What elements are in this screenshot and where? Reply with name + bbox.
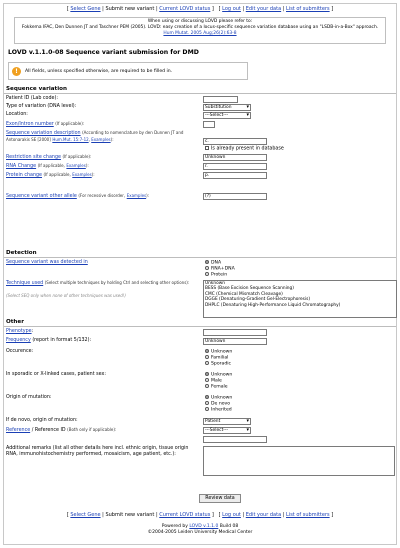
reference-small: (Both only if applicable): [67, 427, 117, 432]
nav-current-status[interactable]: Current LOVD status [159, 6, 211, 12]
sex-option-female[interactable] [205, 384, 228, 391]
desc-examples-link[interactable]: Examples [91, 137, 111, 142]
other-allele-link[interactable]: Sequence variant other allele [6, 194, 77, 199]
patient-id-label: Patient ID (Lab code): [6, 96, 58, 101]
exon-input[interactable] [203, 121, 215, 128]
already-present-checkbox[interactable] [205, 146, 209, 150]
review-data-button[interactable]: Review data [199, 494, 241, 503]
nav-select-gene[interactable]: Select Gene [70, 512, 101, 518]
rna-note: (If applicable, [37, 163, 65, 168]
option-label: De novo [211, 401, 231, 407]
sex-label: In sporadic or X-linked cases, patient sex: [6, 372, 106, 377]
location-select[interactable]: ---Select--- ▾ [203, 112, 251, 119]
occurence-label: Occurence: [6, 349, 34, 354]
detected-option-protein[interactable] [205, 272, 227, 279]
technique-option[interactable]: DHPLC (Denaturing High-Performance Liquid Chromatography) [205, 302, 341, 308]
reference-id-input[interactable] [203, 436, 267, 443]
radio-icon [205, 349, 209, 353]
denovo-label: If de novo, origin of mutation: [6, 418, 78, 423]
powered-by-text: Powered by [161, 524, 188, 529]
radio-icon [205, 361, 209, 365]
restriction-row [6, 154, 91, 161]
section-other [4, 319, 396, 489]
nav-submit-variant: Submit new variant [105, 512, 155, 518]
nav-edit-data[interactable]: Edit your data [245, 6, 282, 12]
detected-label-row [6, 260, 88, 266]
radio-icon [205, 355, 209, 359]
warning-icon: ! [12, 67, 21, 76]
desc-link[interactable]: Sequence variation description [6, 131, 81, 136]
nav-log-out[interactable]: Log out [222, 6, 241, 12]
citation-notice [14, 17, 386, 44]
origin-option-inherited[interactable] [205, 407, 232, 414]
denovo-select[interactable]: Patient ▾ [203, 418, 251, 425]
rna-row: RNA Change (If applicable, Examples): [6, 163, 89, 169]
phenotype-link[interactable]: Phenotype [6, 329, 32, 334]
other-allele-row: Sequence variant other allele (For recessive disorder, Examples): [6, 193, 150, 199]
rna-link[interactable]: RNA Change [6, 164, 37, 169]
frequency-link[interactable]: Frequency [6, 338, 31, 343]
radio-icon [205, 401, 209, 405]
notice-line2: Fokkema IFAC, Den Dunnen JT and Taschner PEM (2005). LOVD: easy creation of a locus-specific sequence variation database using an "LSDB-in-a-Box" approach. [21, 25, 379, 30]
build-text: Build 08 [219, 524, 239, 529]
frequency-note: (report in format 5/132): [32, 338, 92, 343]
radio-icon [205, 272, 209, 276]
section-detection [4, 250, 396, 308]
section-title: Other [4, 319, 396, 327]
seq-hint: (Select SEQ only when none of other techniques was used!) [6, 293, 126, 298]
desc-ref-link[interactable]: Hum.Mut. 15:7-12 [52, 137, 89, 142]
protein-input[interactable]: p. [203, 172, 267, 179]
desc-input[interactable]: c. [203, 138, 267, 145]
nav-list-submitters[interactable]: List of submitters [286, 6, 330, 12]
occurence-option-sporadic[interactable] [205, 361, 231, 368]
restriction-note: (If applicable): [62, 154, 92, 159]
radio-icon [205, 372, 209, 376]
technique-option[interactable]: CMC (Chemical Mismatch Cleavage) [205, 291, 283, 297]
exon-link[interactable]: Exon/Intron number [6, 122, 54, 127]
exon-note: (If applicable): [55, 121, 85, 126]
remarks-textarea[interactable] [203, 446, 395, 476]
desc-note: (According to nomenclature by den Dunnen JT and Antonarakis SE [2000] [6, 130, 184, 142]
option-label: Inherited [211, 407, 232, 413]
type-select[interactable]: Substitution ▾ [203, 104, 251, 111]
option-label: Unknown [211, 395, 233, 401]
reference-link[interactable]: Reference [6, 428, 31, 433]
other-allele-examples-link[interactable]: Examples [126, 193, 147, 198]
detected-link[interactable]: Sequence variant was detected in [6, 260, 88, 265]
frequency-input[interactable]: Unknown [203, 338, 267, 345]
technique-option[interactable]: DGGE (Denaturing-Gradient Gel-Electrophoresis) [205, 297, 310, 303]
section-title: Detection [4, 250, 396, 258]
option-label: Familial [211, 355, 229, 361]
radio-icon [205, 378, 209, 382]
phenotype-input[interactable] [203, 329, 267, 336]
frequency-row [6, 338, 91, 344]
nav-submit-variant: Submit new variant [105, 6, 155, 12]
protein-note: (If applicable, [43, 172, 71, 177]
restriction-link[interactable]: Restriction site change [6, 155, 61, 160]
protein-row: Protein change (If applicable, Examples): [6, 172, 95, 178]
origin-label: Origin of mutation: [6, 395, 52, 400]
info-box [8, 62, 248, 80]
nav-edit-data[interactable]: Edit your data [245, 512, 282, 518]
nav-list-submitters[interactable]: List of submitters [286, 512, 330, 518]
rna-examples-link[interactable]: Examples [66, 163, 86, 168]
copyright: ©2004-2005 Leiden University Medical Center [147, 530, 253, 535]
section-sequence-variation [4, 86, 396, 226]
option-label: Protein [211, 272, 228, 278]
technique-listbox[interactable] [203, 280, 397, 318]
option-label: RNA+DNA [211, 266, 235, 272]
option-label: Male [211, 378, 222, 384]
nav-log-out[interactable]: Log out [222, 512, 241, 518]
reference-row [6, 427, 116, 434]
section-title: Sequence variation [4, 86, 396, 94]
phenotype-row: Phenotype: [6, 329, 34, 334]
option-label: Unknown [211, 349, 233, 355]
restriction-input[interactable]: Unknown [203, 154, 267, 161]
lovd-link[interactable]: LOVD v.1.1.0 [189, 524, 219, 529]
reference-note: / Reference ID [31, 428, 66, 433]
rna-input[interactable]: r. [203, 163, 267, 170]
nav-select-gene[interactable]: Select Gene [70, 6, 101, 12]
technique-row [6, 280, 196, 287]
option-label: DNA [211, 260, 222, 266]
protein-examples-link[interactable]: Examples [72, 172, 92, 177]
technique-note: (Select multiple techniques by holding Ctrl and selecting other options): [44, 280, 190, 285]
top-nav: [ Select Gene | Submit new variant | Current LOVD status ] [ Log out | Edit your data | List of submitters ] [66, 6, 334, 12]
other-allele-input[interactable]: (?) [203, 193, 267, 200]
exon-row [6, 121, 84, 128]
option-label: Unknown [211, 372, 233, 378]
option-label: Female [211, 384, 228, 390]
other-allele-note: (For recessive disorder, [78, 193, 126, 198]
already-present-row [205, 146, 284, 153]
type-label: Type of variation (DNA level): [6, 104, 77, 109]
technique-option[interactable]: BESS (Base Excision Sequence Scanning) [205, 286, 294, 292]
info-text: All fields, unless specified otherwise, are required to be filled in. [25, 69, 173, 74]
radio-icon [205, 384, 209, 388]
desc-row: Sequence variation description (According to nomenclature by den Dunnen JT and Antonarakis SE [2000] Hum.Mut. 15:7-12, Examples): [6, 130, 184, 142]
radio-icon [205, 266, 209, 270]
protein-link[interactable]: Protein change [6, 173, 42, 178]
notice-line1: When using or discussing LOVD please refer to: [147, 19, 253, 24]
radio-icon [205, 260, 209, 264]
nav-current-status[interactable]: Current LOVD status [159, 512, 211, 518]
technique-link[interactable]: Technique used [6, 281, 44, 286]
bottom-nav: [ Select Gene | Submit new variant | Current LOVD status ] [ Log out | Edit your data | List of submitters ] [66, 512, 334, 518]
remarks-label: Additional remarks (list all other details here incl. ethnic origin, tissue origin RNA, immunohistochemistry performed, mosaicism, age patient, etc.): [6, 446, 189, 457]
notice-citation-link[interactable]: Hum Mutat. 2005 Aug;26(2):63-8 [163, 31, 237, 36]
option-label: Sporadic [211, 361, 232, 367]
page-title: LOVD v.1.1.0-08 Sequence variant submission for DMD [8, 49, 199, 56]
reference-select[interactable]: ---Select--- ▾ [203, 427, 251, 434]
technique-option[interactable]: Unknown [205, 281, 225, 286]
already-present-label: Is already present in database [211, 146, 284, 152]
radio-icon [205, 407, 209, 411]
location-label: Location: [6, 112, 28, 117]
footer [0, 524, 400, 536]
patient-id-input[interactable] [203, 96, 238, 103]
radio-icon [205, 395, 209, 399]
